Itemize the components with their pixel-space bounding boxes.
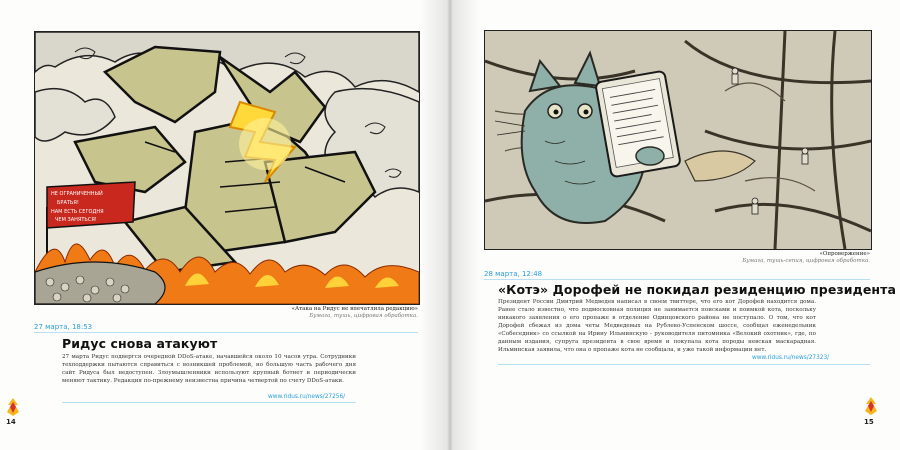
divider	[62, 402, 356, 403]
left-illustration	[34, 31, 420, 305]
caption-title: «Опровержение»	[819, 251, 870, 257]
article-date: 28 марта, 12:48	[484, 270, 543, 278]
right-page	[450, 0, 900, 450]
ridus-logo-icon	[864, 397, 878, 415]
article-headline: «Котэ» Дорофей не покидал резиденцию президента	[498, 282, 897, 297]
svg-text:БРАТЬЯ!: БРАТЬЯ!	[57, 200, 79, 206]
right-illustration-caption	[680, 251, 870, 265]
book-gutter-shadow	[420, 0, 480, 450]
right-illustration	[484, 30, 872, 250]
divider	[484, 279, 870, 280]
article-date: 27 марта, 18:53	[34, 323, 93, 331]
left-illustration-caption	[240, 306, 418, 320]
svg-text:ЧЕМ ЗАНЯТЬСЯ!: ЧЕМ ЗАНЯТЬСЯ!	[55, 217, 97, 223]
caption-medium: Бумага, тушь, цифровая обработка.	[309, 313, 418, 319]
cat-with-tablet-illustration	[485, 31, 871, 249]
divider	[34, 332, 418, 333]
caption-title: «Атака на Ридус не впечатлила редакцию»	[291, 306, 418, 312]
article-link[interactable]: www.ridus.ru/news/27323/	[752, 355, 830, 361]
article-link[interactable]: www.ridus.ru/news/27256/	[268, 394, 346, 400]
article-body: 27 марта Ридус подвергся очередной DDoS-атаке, начавшейся около 10 часов утра. Сотрудники техподдержки пытаются справиться с возникшей проблемой, но большую часть рабочего дня сайт Ридуса был недоступен. Злоумышленники используют крупный ботнет и периодически меняют тактику. Редакция по-прежнему неизвестна причина четвертой по счету DDoS-атаки.	[62, 354, 356, 384]
page-number: 15	[864, 418, 874, 426]
ddos-attack-illustration	[35, 32, 419, 304]
page-number: 14	[6, 418, 16, 426]
article-body: Президент России Дмитрий Медведев написал в своем твиттере, что его кот Дорофей находится дома. Ранее стало известно, что подмосковная полиция не занимается поисками и поимкой кота, поскольку никакого заявления о его пропаже в отделение Одинцовского района не поступало. О том, что кот Дорофей сбежал из дома четы Медведевых на Рублево-Успенском шоссе, сообщал еженедельник «Собеседник» со ссылкой на Ирину Ильминскую - руководителя питомника «Велокий охотник», где, по данным издания, супруга президента в свое время и покупала кота породы невская маскарадная. Ильминская заявила, что она о пропаже кота не сообщала, и уже такой информации нет.	[498, 299, 816, 353]
divider	[498, 364, 870, 365]
flag-banner-text: НЕ ОГРАНИЧЕННЫЙ	[51, 191, 103, 197]
ridus-logo-icon	[6, 398, 20, 416]
svg-text:НАМ ЕСТЬ СЕГОДНЯ: НАМ ЕСТЬ СЕГОДНЯ	[51, 209, 104, 215]
caption-medium: Бумага, тушь-сепия, цифровая обработка.	[742, 258, 870, 264]
article-headline: Ридус снова атакуют	[62, 336, 218, 351]
